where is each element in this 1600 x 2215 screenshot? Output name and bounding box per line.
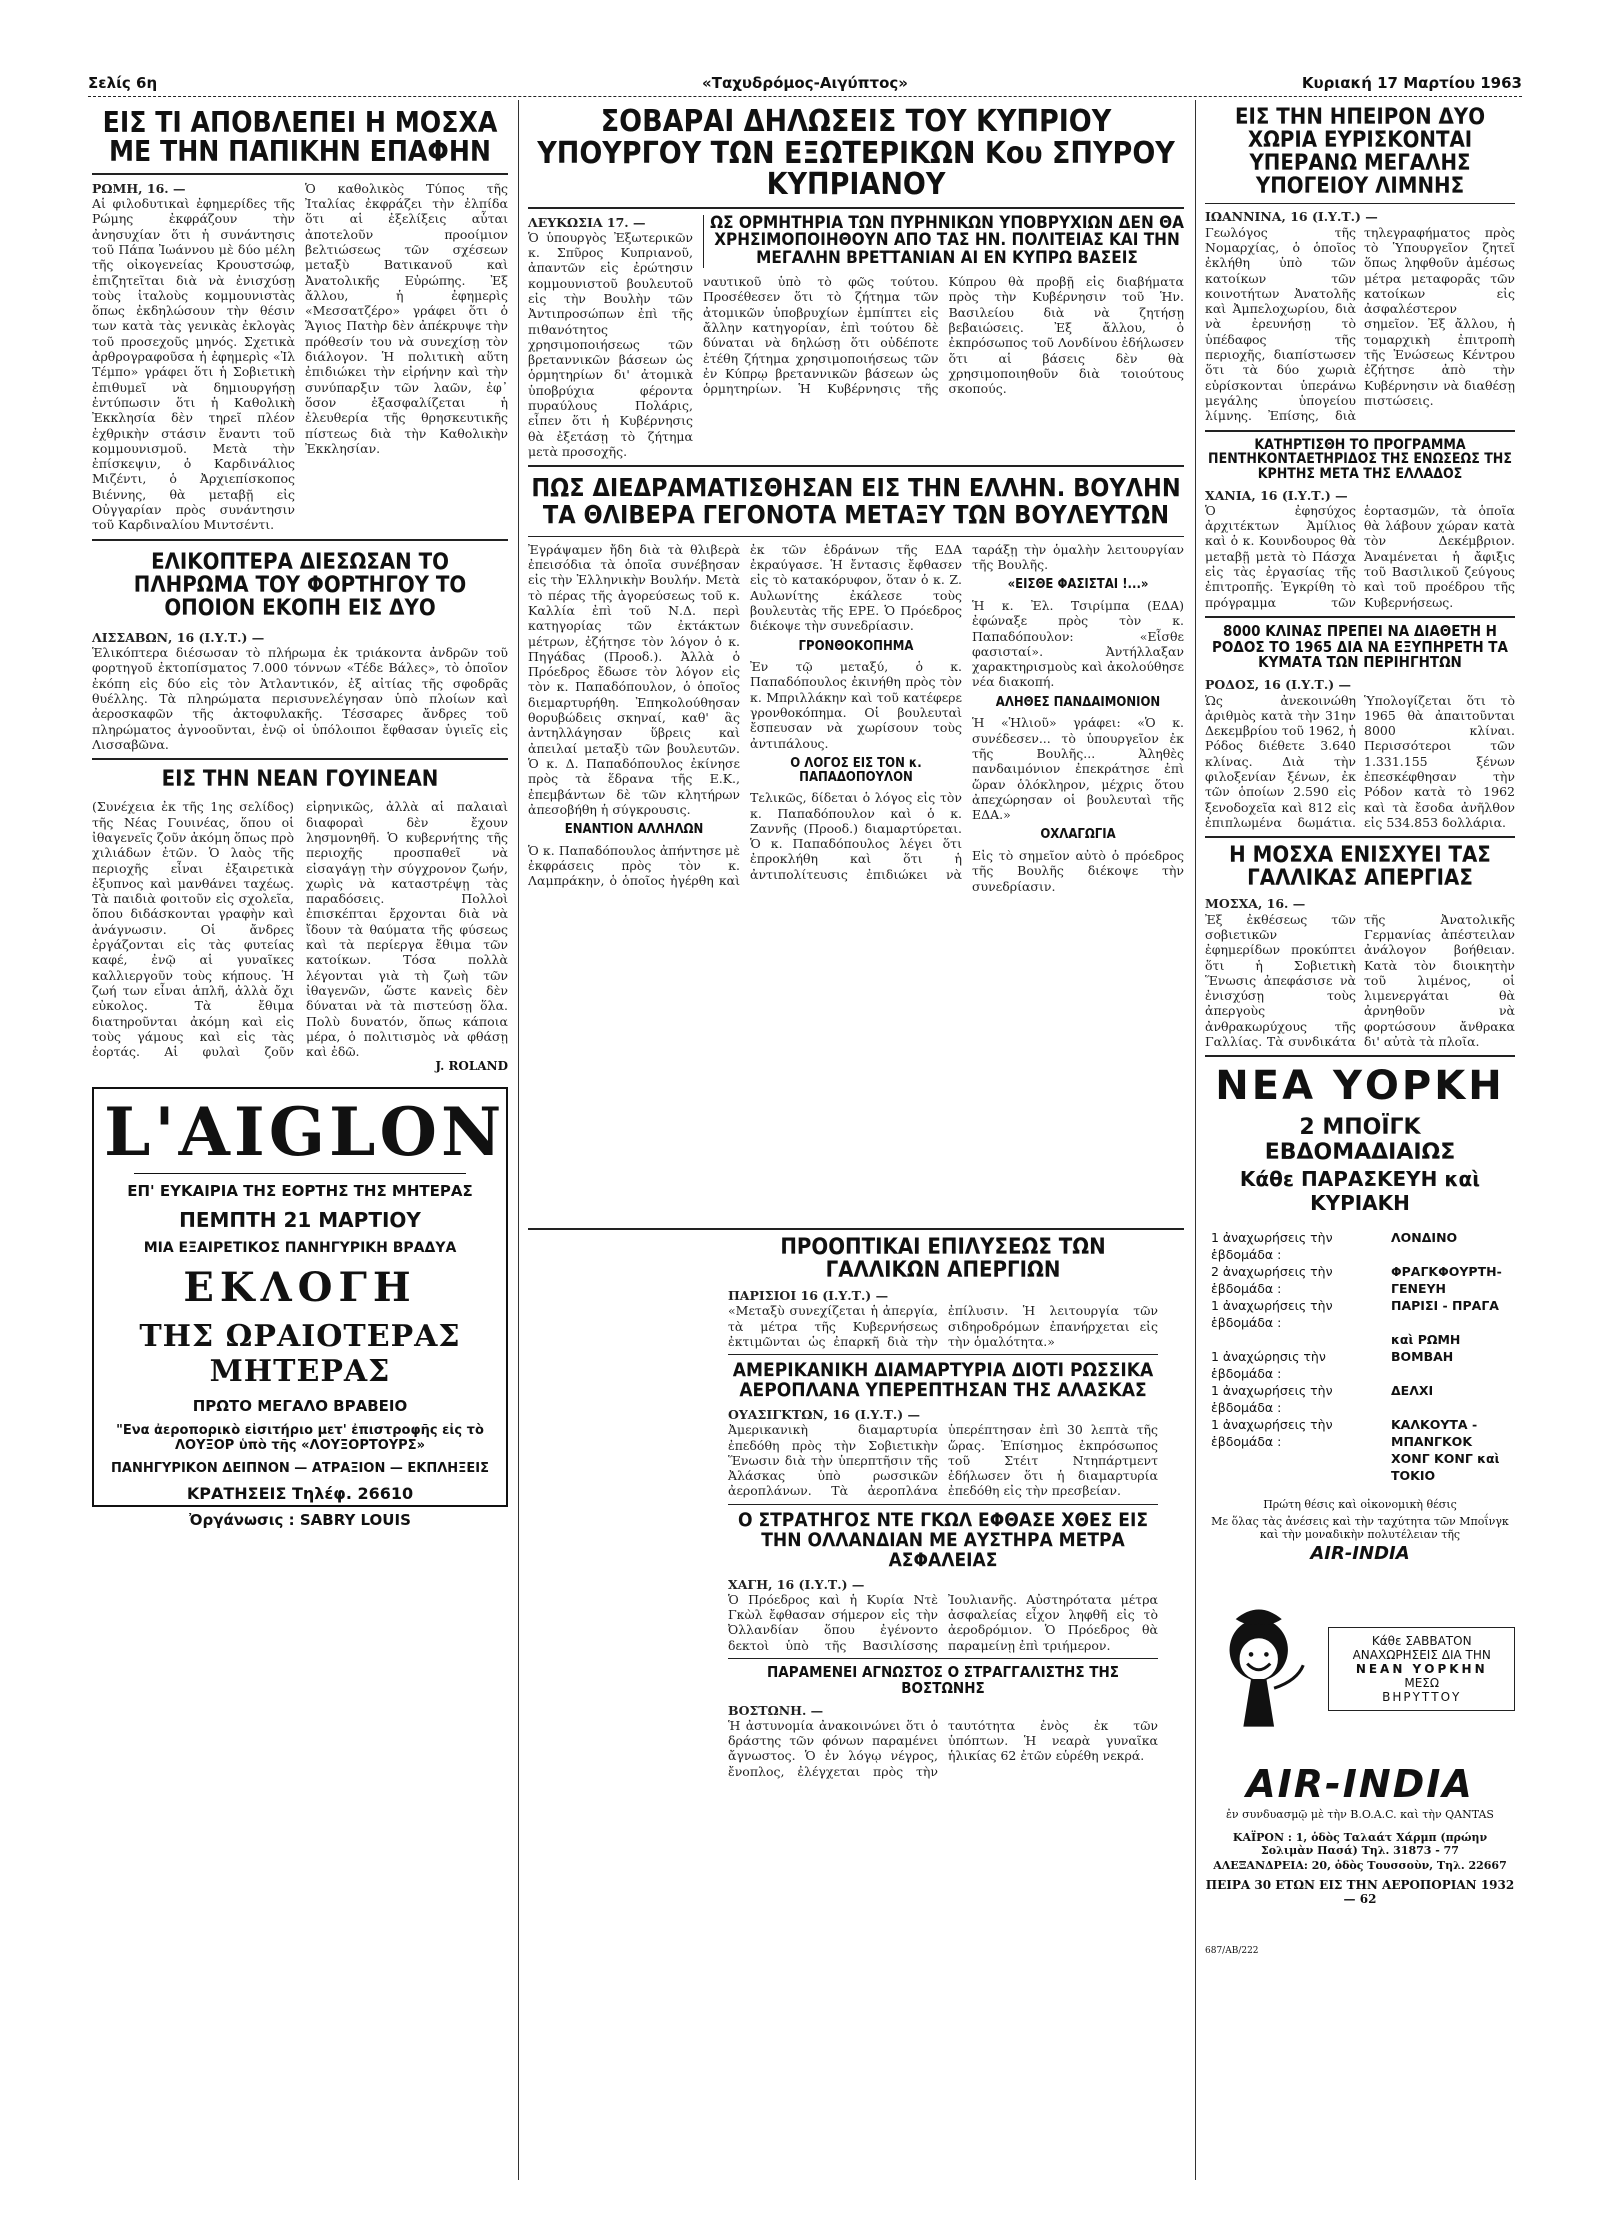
divider (92, 758, 508, 760)
article-body: ναυτικοῦ ὑπὸ τὸ φῶς τούτου. Προσέθεσεν ὅτι τὸ ζήτημα τῶν ἀτομικῶν ὑποβρυχίων ἐμπίπτει εἰς ἄλλην κατηγορίαν, ἐπὶ τούτου δὲ δύναται νὰ δηλώσῃ ὅτι οὐδέποτε ἐτέθη ζήτημα χρησιμοποιήσεως τῶν ἐν Κύπρῳ βρεταννικῶν βάσεων ὡς ὁρμητηρίων. Ἡ Κυβέρνησις τῆς Κύπρου θὰ προβῇ εἰς διαβήματα πρὸς τὴν Κυβέρνησιν τοῦ Ἡν. Βασιλείου διὰ νὰ ζητήσῃ βεβαιώσεις. Ἐξ ἄλλου, ὁ ἐκπρόσωπος τοῦ Λονδίνου ἐδήλωσεν ὅτι αἱ βάσεις δὲν θὰ χρησιμοποιηθοῦν διὰ τοιούτους σκοπούς. (703, 274, 1184, 397)
article-body: Ἡ κ. Ἐλ. Τσιρίμπα (ΕΔΑ) ἐφώναξε πρὸς τὸν κ. Παπαδόπουλον: «Εἶσθε φασισταί». Ἀντήλλαξαν χαρακτηρισμοὺς καὶ ἀκολούθησε νέα διακοπή. (972, 597, 1184, 690)
dateline: ΧΑΝΙΑ, 16 (Ι.Υ.Τ.) — (1205, 487, 1348, 503)
ad-code: 687/AB/222 (1205, 1946, 1259, 1957)
subheadline: ΑΛΗΘΕΣ ΠΑΝΔΑΙΜΟΝΙΟΝ (995, 694, 1161, 710)
ad-line: ΤΗΣ ΩΡΑΙΟΤΕΡΑΣ ΜΗΤΕΡΑΣ (139, 1319, 461, 1390)
headline-rhodes: 8000 ΚΛΙΝΑΣ ΠΡΕΠΕΙ ΝΑ ΔΙΑΘΕΤΗ Η ΡΟΔΟΣ ΤΟ 1965 ΔΙΑ ΝΑ ΕΞΥΠΗΡΕΤΗ ΤΑ ΚΥΜΑΤΑ ΤΩΝ ΠΕΡΙΗΓΗΤΩΝ (1212, 621, 1508, 672)
ad-note: Με ὅλας τὰς ἀνέσεις καὶ τὴν ταχύτητα τῶν Μποΐνγκ καὶ τὴν μοναδικὴν πολυτέλειαν τῆς (1211, 1515, 1509, 1542)
article-body: Γεωλόγος τῆς Νομαρχίας, ὁ ὁποῖος ἐκλήθη ὑπὸ τῶν κατοίκων τῶν κοινοτήτων Ἀνατολῆς καὶ Ἀμπελοχωρίου, διὰ νὰ ἐρευνήσῃ τὸ ὑπέδαφος τῆς περιοχῆς, διαπίστωσεν ὅτι τὰ δύο χωριὰ εὑρίσκονται ὑπεράνω μεγάλης ὑπογείου λίμνης. Ἐπίσης, διὰ τηλεγραφήματος πρὸς τὸ Ὑπουργεῖον ζητεῖ ὅπως ληφθοῦν ἀμέσως μέτρα μεταφορᾶς τῶν κατοίκων εἰς ἀσφαλέστερον σημεῖον. Ἐξ ἄλλου, ἡ τομαρχικὴ ἐπιτροπὴ τῆς Ἑνώσεως Κέντρου ἐζήτησε ἀπὸ τὴν Κυβέρνησιν νὰ διαθέσῃ πιστώσεις. (1205, 224, 1515, 424)
article-body: Αἱ φιλοδυτικαὶ ἐφημερίδες τῆς Ρώμης ἐκφράζουν τὴν ἀνησυχίαν ὅτι ἡ συνάντησις τοῦ Πάπα Ἰωάννου μὲ δύο μέλη τῆς οἰκογενείας Κρουστσώφ, ἐπιζητεῖται διὰ νὰ ἐνισχύσῃ τοὺς ἰταλοὺς κομμουνιστὰς ὅπως ἐκδηλώσουν τὴν θέσιν των κατὰ τὰς γενικὰς ἐκλογὰς τοῦ προσεχοῦς μηνός. Σχετικὰ ἀρθρογραφοῦσα ἡ ἐφημερὶς «Ἰλ Τέμπο» γράφει ὅτι ἡ Σοβιετικὴ ἐπιθυμεῖ νὰ δημιουργήσῃ ἐντύπωσιν ὅτι ἡ Καθολικὴ Ἐκκλησία δὲν τηρεῖ πλέον ἐχθρικὴν στάσιν ἔναντι τοῦ κομμουνισμοῦ. Μετὰ τὴν ἐπίσκεψιν, ὁ Καρδινάλιος Μιζέντι, ὁ Ἀρχιεπίσκοπος Βιέννης, θὰ μεταβῇ εἰς Οὐγγαρίαν πρὸς συνάντησιν τοῦ Καρδιναλίου Μιντσέντι. (92, 196, 295, 533)
ad-tagline: ΠΕΙΡΑ 30 ΕΤΩΝ ΕΙΣ ΤΗΝ ΑΕΡΟΠΟΡΙΑΝ 1932 — 62 (1205, 1878, 1515, 1907)
schedule-row (1205, 1263, 1515, 1297)
schedule-destination: ΠΑΡΙΣΙ - ΠΡΑΓΑ (1391, 1298, 1499, 1314)
box-line: ΒΗΡΥΤΤΟΥ (1382, 1690, 1462, 1705)
headline-moscow-strikes: Η ΜΟΣΧΑ ΕΝΙΣΧΥΕΙ ΤΑΣ ΓΑΛΛΙΚΑΣ ΑΠΕΡΓΙΑΣ (1229, 843, 1491, 892)
divider (528, 465, 1184, 467)
subheadline: ΓΡΟΝΘΟΚΟΠΗΜΑ (798, 638, 914, 654)
ad-line: ΠΕΜΠΤΗ 21 ΜΑΡΤΙΟΥ (179, 1208, 421, 1233)
article-body: Ὁ κ. Παπαδόπουλος ἀπήντησε μὲ ἐκφράσεις πρὸς τὸν κ. Λαμπράκην, ὁ ὁποῖος ἠγέρθη καὶ ἐκ τῶν ἑδράνων τῆς ΕΔΑ ἐκραύγασε. Ἡ ἔντασις ἔφθασεν εἰς τὸ κατακόρυφον, ὅταν ὁ κ. Ζ. Αυλωνίτης ἐκάλεσε τοὺς βουλευτὰς τῆς ΕΡΕ. Ὁ Πρόεδρος διέκοψε τὴν συνεδρίασιν. (528, 541, 962, 889)
article-body: Ὁ Πρόεδρος καὶ ἡ Κυρία Ντὲ Γκὼλ ἔφθασαν σήμερον εἰς τὴν Ὀλλανδίαν ὅπου ἐγένοντο δεκτοὶ ὑπὸ τῆς Βασιλίσσης Ἰουλιανῆς. Αὐστηρότατα μέτρα ἀσφαλείας εἶχον ληφθῆ εἰς τὸ ἀεροδρόμιον. Ὁ Πρόεδρος θὰ παραμείνῃ ἐπὶ τριήμερον. (728, 1591, 1158, 1653)
schedule-destination: ΦΡΑΓΚΦΟΥΡΤΗ-ΓΕΝΕΥΗ (1391, 1264, 1502, 1297)
schedule-row (1205, 1416, 1515, 1450)
article-body: Εἰς τὸ σημεῖον αὐτὸ ὁ πρόεδρος τῆς Βουλῆς διέκοψε τὴν συνεδρίασιν. (972, 848, 1184, 894)
ad-note: Πρώτη θέσις καὶ οἰκονομικὴ θέσις (1263, 1498, 1457, 1512)
schedule-frequency (1205, 1331, 1391, 1348)
ad-address: ΑΛΕΞΑΝΔΡΕΙΑ: 20, ὁδὸς Τουσσοὺν, Τηλ. 22667 (1213, 1859, 1507, 1873)
divider (92, 539, 508, 541)
ad-line: "Ενα ἀεροπορικὸ εἰσιτήριο μετ' ἐπιστροφῆς εἰς τὸ ΛΟΥΞΟΡ ὑπὸ τῆς «ΛΟΥΞΟΡΤΟΥΡΣ» (116, 1423, 484, 1454)
box-line: Κάθε ΣΑΒΒΑΤΟΝ (1371, 1634, 1472, 1649)
divider (528, 1228, 1184, 1230)
schedule-frequency: 1 ἀναχωρήσεις τὴν ἑβδομάδα : (1211, 1383, 1333, 1416)
dateline: ΡΩΜΗ, 16. — (92, 180, 186, 196)
article-body: Ὁ ὑπουργὸς Ἐξωτερικῶν κ. Σπῦρος Κυπριανοῦ, ἀπαντῶν εἰς ἐρώτησιν κομμουνιστοῦ βουλευτοῦ εἰς τὴν Βουλὴν τῶν Ἀντιπροσώπων ἐπὶ τῆς πιθανότητος χρησιμοποιήσεως τῶν βρεταννικῶν βάσεων ὡς ὁρμητηρίων δι' ἀτομικὰ ὑποβρύχια φέροντα πυραύλους Πολάρις, εἶπεν ὅτι ἡ Κυβέρνησις θὰ ἐξετάσῃ τὸ ζήτημα μετὰ προσοχῆς. (528, 229, 693, 459)
subheadline: ΟΧΛΑΓΩΓΙΑ (1040, 827, 1116, 843)
article-body: (Συνέχεια ἐκ τῆς 1ης σελίδος) τῆς Νέας Γουινέας, ὅπου οἱ ἰθαγενεῖς ζοῦν ἀκόμη ὅπως πρὸ χιλιάδων ἐτῶν. Ὁ λαὸς τῆς περιοχῆς εἶναι ἐξαιρετικὰ ἐξυπνος καὶ μανθάνει ταχέως. Τὰ παιδιὰ φοιτοῦν εἰς σχολεῖα, ὅπου διδάσκονται γραφὴν καὶ ἀνάγνωσιν. Οἱ ἄνδρες ἐργάζονται εἰς τὰς φυτείας καφέ, ἐνῷ αἱ γυναῖκες καλλιεργοῦν τοὺς κήπους. Ἡ ζωή των εἶναι ἁπλῆ, ἀλλὰ ὄχι εὐκολος. Τὰ ἔθιμα διατηροῦνται ἀκόμη καὶ εἰς τοὺς γάμους καὶ εἰς τὰς ἑορτάς. Αἱ φυλαὶ ζοῦν εἰρηνικῶς, ἀλλὰ αἱ παλαιαὶ διαφοραὶ δὲν ἔχουν λησμονηθῆ. Ὁ κυβερνήτης τῆς περιοχῆς προσπαθεῖ νὰ εἰσαγάγῃ τὴν σύγχρονον ζωήν, χωρὶς νὰ καταστρέψῃ τὰς παραδόσεις. Πολλοὶ ἐπισκέπται ἔρχονται διὰ νὰ ἴδουν τὰ θαύματα τῆς φύσεως καὶ τὰ περίεργα ἔθιμα τῶν κατοίκων. Τόσα πολλὰ λέγονται γιὰ τὴ ζωὴ τῶν ἰθαγενῶν, ὥστε κανεὶς δὲν δύναται νὰ τὰ πιστεύσῃ ὅλα. Πολὺ δυνατόν, ὅπως κάποια μέρα, ὁ πολιτισμὸς νὰ φθάσῃ καὶ ἐδῶ. (92, 799, 508, 1060)
aiglon-advertisement (92, 1087, 508, 1530)
aiglon-logo: L'AIGLON (104, 1093, 506, 1172)
headline-alaska: ΑΜΕΡΙΚΑΝΙΚΗ ΔΙΑΜΑΡΤΥΡΙΑ ΔΙΟΤΙ ΡΩΣΣΙΚΑ ΑΕΡΟΠΛΑΝΑ ΥΠΕΡΕΠΤΗΣΑΝ ΤΗΣ ΑΛΑΣΚΑΣ (732, 1359, 1154, 1402)
schedule-frequency: 1 ἀναχωρήσεις τὴν ἑβδομάδα : (1211, 1298, 1333, 1331)
ad-line: ΠΑΝΗΓΥΡΙΚΟΝ ΔΕΙΠΝΟΝ — ΑΤΡΑΞΙΟΝ — ΕΚΠΛΗΞΕΙΣ (111, 1461, 489, 1477)
article-body: Ἀμερικανικὴ διαμαρτυρία ἐπεδόθη πρὸς τὴν Σοβιετικὴν Ἕνωσιν διὰ τὴν ὑπερπτῆσιν τῆς Ἀλάσκας ὑπὸ ρωσσικῶν ἀεροπλάνων. Τὰ ἀεροπλάνα ὑπερέπτησαν ἐπὶ 30 λεπτὰ τῆς ὥρας. Ἐπίσημος ἐκπρόσωπος τοῦ Στέιτ Ντηπάρτμεντ ἐδήλωσεν ὅτι ἡ διαμαρτυρία ἐπεδόθη εἰς τὴν πρεσβείαν. (728, 1422, 1158, 1499)
headline-moscow-papal: ΕΙΣ ΤΙ ΑΠΟΒΛΕΠΕΙ Η ΜΟΣΧΑ ΜΕ ΤΗΝ ΠΑΠΙΚΗΝ ΕΠΑΦΗΝ (102, 106, 498, 169)
air-india-logo: AIR-INDIA (1246, 1762, 1474, 1807)
subheadline: Ο ΛΟΓΟΣ ΕΙΣ ΤΟΝ κ. ΠΑΠΑΔΟΠΟΥΛΟΝ (790, 755, 922, 785)
schedule-row (1205, 1450, 1515, 1484)
article-body: Ἐν τῷ μεταξύ, ὁ κ. Παπαδόπουλος ἐκινήθη πρὸς τὸν κ. Μπριλλάκην καὶ τοῦ κατέφερε γρονθοκόπημα. Οἱ βουλευταὶ ἔσπευσαν νὰ χωρίσουν τοὺς ἀντιπάλους. (750, 659, 962, 751)
ad-note: ἐν συνδυασμῷ μὲ τὴν B.O.A.C. καὶ τὴν QANTAS (1226, 1808, 1494, 1822)
headline-greek-parliament: ΠΩΣ ΔΙΕΔΡΑΜΑΤΙΣΘΗΣΑΝ ΕΙΣ ΤΗΝ ΕΛΛΗΝ. ΒΟΥΛΗΝ ΤΑ ΘΛΙΒΕΡΑ ΓΕΓΟΝΟΤΑ ΜΕΤΑΞΥ ΤΩΝ ΒΟΥΛΕΥΤΩΝ (531, 473, 1181, 529)
ad-line: ΠΡΩΤΟ ΜΕΓΑΛΟ ΒΡΑΒΕΙΟ (192, 1397, 408, 1416)
subheadline: ΕΝΑΝΤΙΟΝ ΑΛΛΗΛΩΝ (564, 822, 704, 838)
ad-line: ΜΙΑ ΕΞΑΙΡΕΤΙΚΟΣ ΠΑΝΗΓΥΡΙΚΗ ΒΡΑΔΥΑ (143, 1240, 457, 1257)
article-body: Ἑλικόπτερα διέσωσαν τὸ πλήρωμα ἐκ τριάκοντα ἀνδρῶν τοῦ φορτηγοῦ ἐκτοπίσματος 7.000 τόννων «Τέδε Βάλες», τὸ ὁποῖον ἐκόπη εἰς δύο εἰς τὸν Ἀτλαντικόν, ἐξ αἰτίας τῆς σφοδρᾶς θυέλλης. Τὰ πληρώματα περισυνελέγησαν ὑπὸ πλοίων καὶ ἀεροσκαφῶν τῆς ἀκτοφυλακῆς. Τέσσαρες ἄνδρες τοῦ πληρώματος ἀγνοοῦνται, ἐνῷ οἱ ὑπόλοιποι ἔφθασαν ὑγιεῖς εἰς Λισσαβῶνα. (92, 645, 508, 752)
maharajah-mascot-icon (1205, 1584, 1312, 1754)
center-column (528, 100, 1184, 1779)
dateline: ΙΩΑΝΝΙΝΑ, 16 (Ι.Υ.Τ.) — (1205, 209, 1378, 225)
divider (528, 207, 1184, 209)
subheadline: «ΕΙΣΘΕ ΦΑΣΙΣΤΑΙ !...» (1007, 577, 1149, 593)
article-body: Ἡ ἀστυνομία ἀνακοινώνει ὅτι ὁ δράστης τῶν φόνων παραμένει ἄγνωστος. Ὁ ἐν λόγῳ νέγρος, ἔνοπλος, ἐλέγχεται πρὸς τὴν ταυτότητα ἐνὸς ἐκ τῶν ὑπόπτων. Ἡ νεαρὰ γυναῖκα ἡλικίας 62 ἐτῶν εὑρέθη νεκρά. (728, 1717, 1158, 1779)
article-body: Ἐγράψαμεν ἤδη διὰ τὰ θλιβερὰ ἐπεισόδια τὰ ὁποῖα συνέβησαν εἰς τὴν Ἑλληνικὴν Βουλήν. Μετὰ τὸ πέρας τῆς ἀγορεύσεως τοῦ κ. Καλλία ἐπὶ τοῦ Ν.Δ. περὶ κατηγορίας τῶν ἐκτάκτων μέτρων, ἐζήτησε τὸν λόγον ὁ κ. Πηγάδας (Προοδ.). Ἀλλὰ ὁ Πρόεδρος ἔδωσε τὸν λόγον εἰς τὸν κ. Παπαδόπουλον, ὁ ὁποῖος διεμαρτυρήθη. Ἐπηκολούθησαν θορυβώδεις σκηναί, καθ' ἃς ἀντηλλάγησαν ὕβρεις καὶ ἀπειλαί μεταξὺ τῶν βουλευτῶν. Ὁ κ. Δ. Παπαδόπουλος ἐκίνησε πρὸς τὰ ἕδρανα τῆς Ε.Κ., ἐπεμβάντων δὲ τῶν κλητήρων ἀπεσοβήθη ἡ σύγκρουσις. (528, 541, 740, 817)
schedule-row (1205, 1229, 1515, 1263)
headline-helicopters: ΕΛΙΚΟΠΤΕΡΑ ΔΙΕΣΩΣΑΝ ΤΟ ΠΛΗΡΩΜΑ ΤΟΥ ΦΟΡΤΗΓΟΥ ΤΟ ΟΠΟΙΟΝ ΕΚΟΠΗ ΕΙΣ ΔΥΟ (133, 549, 467, 621)
headline-epirus: ΕΙΣ ΤΗΝ ΗΠΕΙΡΟΝ ΔΥΟ ΧΩΡΙΑ ΕΥΡΙΣΚΟΝΤΑΙ ΥΠΕΡΑΝΩ ΜΕΓΑΛΗΣ ΥΠΟΓΕΙΟΥ ΛΙΜΝΗΣ (1234, 105, 1486, 200)
ad-title: ΝΕΑ ΥΟΡΚΗ (1215, 1063, 1505, 1110)
headline-crete: ΚΑΤΗΡΤΙΣΘΗ ΤΟ ΠΡΟΓΡΑΜΜΑ ΠΕΝΤΗΚΟΝΤΑΕΤΗΡΙΔΟΣ ΤΗΣ ΕΝΩΣΕΩΣ ΤΗΣ ΚΡΗΤΗΣ ΜΕΤΑ ΤΗΣ ΕΛΛΑΔΟΣ (1208, 436, 1512, 482)
dateline: ΡΟΔΟΣ, 16 (Ι.Υ.Τ.) — (1205, 677, 1351, 693)
column-rule (1195, 100, 1196, 2180)
article-body: Ἐξ ἐκθέσεως τῶν σοβιετικῶν ἐφημερίδων προκύπτει ὅτι ἡ Σοβιετικὴ Ἕνωσις ἀπεφάσισε νὰ ἐνισχύσῃ τοὺς ἀπεργοὺς ἀνθρακωρύχους τῆς Γαλλίας. Τὰ συνδικάτα τῆς Ἀνατολικῆς Γερμανίας ἀπέστειλαν ἀνάλογον βοήθειαν. Κατὰ τὸν διοικητὴν τοῦ λιμένος, οἱ λιμενεργάται θὰ ἀρνηθοῦν νὰ φορτώσουν ἄνθρακα δι' αὐτὰ τὰ πλοῖα. (1205, 911, 1515, 1050)
subheadline-submarines: ΩΣ ΟΡΜΗΤΗΡΙΑ ΤΩΝ ΠΥΡΗΝΙΚΩΝ ΥΠΟΒΡΥΧΙΩΝ ΔΕΝ ΘΑ ΧΡΗΣΙΜΟΠΟΙΗΘΟΥΝ ΑΠΟ ΤΑΣ ΗΝ. ΠΟΛΙΤΕΙΑΣ ΚΑΙ ΤΗΝ ΜΕΓΑΛΗΝ ΒΡΕΤΤΑΝΙΑΝ ΑΙ ΕΝ ΚΥΠΡΩ ΒΑΣΕΙΣ (703, 215, 1184, 269)
divider (528, 536, 1184, 537)
schedule-frequency: 1 ἀναχωρήσεις τὴν ἑβδομάδα : (1211, 1230, 1333, 1263)
schedule-frequency: 1 ἀναχώρησις τὴν ἑβδομάδα : (1211, 1349, 1326, 1382)
author-signature: J. ROLAND (435, 1059, 508, 1074)
article-body: Ὁ καθολικὸς Τύπος τῆς Ἰταλίας ἐκφράζει τὴν ἐλπίδα ὅτι αἱ ἐξελίξεις αὗται ἀποτελοῦν προοίμιον βελτιώσεως τῶν σχέσεων μεταξὺ Βατικανοῦ καὶ Ἀνατολικῆς Εὐρώπης. Ἐξ ἄλλου, ἡ ἐφημερὶς «Μεσσατζέρο» γράφει ὅτι ὁ Ἅγιος Πατὴρ δὲν ἀπέκρυψε τὴν πρόθεσίν του νὰ συνεχίσῃ τὸν διάλογον. Ἡ πολιτικὴ αὕτη ἐπιδιώκει τὴν εἰρήνην καὶ τὴν συνύπαρξιν τῶν λαῶν, ἐφ᾽ ὅσον ἐξασφαλίζεται ἡ ἐλευθερία τῆς θρησκευτικῆς πίστεως διὰ τὴν Καθολικὴν Ἐκκλησίαν. (305, 180, 508, 456)
dateline: ΒΟΣΤΩΝΗ. — (728, 1702, 824, 1718)
ad-line: Ὀργάνωσις : SABRY LOUIS (189, 1511, 411, 1530)
dateline: ΟΥΑΣΙΓΚΤΩΝ, 16 (Ι.Υ.Τ.) — (728, 1407, 921, 1422)
dateline: ΛΕΥΚΩΣΙΑ 17. — (528, 214, 646, 230)
dateline: ΧΑΓΗ, 16 (Ι.Υ.Τ.) — (728, 1576, 865, 1592)
schedule-row (1205, 1382, 1515, 1416)
schedule-frequency (1205, 1450, 1391, 1484)
column-rule (518, 100, 519, 2180)
headline-french-strikes: ΠΡΟΟΠΤΙΚΑΙ ΕΠΙΛΥΣΕΩΣ ΤΩΝ ΓΑΛΛΙΚΩΝ ΑΠΕΡΓΙΩΝ (780, 1234, 1106, 1283)
flight-schedule (1205, 1229, 1515, 1484)
article-body: Ὁ ἐφησύχος ἀρχιτέκτων Ἀμίλιος καὶ ὁ κ. Κουνδουρος θὰ μεταβῇ μετὰ τὸ Πάσχα εἰς τὰς ἐργασίας τῆς ἐπιτροπῆς. Ἐγκρίθη τὸ πρόγραμμα τῶν ἑορτασμῶν, τὰ ὁποῖα θὰ λάβουν χώραν κατὰ τὸν Δεκέμβριον. Ἀναμένεται ἡ ἄφιξις τοῦ Βασιλικοῦ ζεύγους καὶ τοῦ προέδρου τῆς Κυβερνήσεως. (1205, 502, 1515, 610)
schedule-destination: ΛΟΝΔΙΝΟ (1391, 1230, 1458, 1246)
newspaper-name: «Ταχυδρόμος-Αιγύπτος» (702, 74, 908, 92)
article-body: Ἡ «Ἡλιοῦ» γράφει: «Ὁ κ. συνέδεσεν... τὸ ὑπουργεῖον ἐκ τῆς Βουλῆς... Ἀληθὲς πανδαιμόνιον ἐπεκράτησε ἐπὶ ὥραν ὁλόκληρον, μέχρις ὅτου ἀπεχώρησαν οἱ βουλευταὶ τῆς ΕΔΑ.» (972, 715, 1184, 823)
air-india-brand: AIR-INDIA (1310, 1543, 1410, 1565)
air-india-advertisement (1205, 1063, 1515, 1956)
box-line: ΝΕΑΝ ΥΟΡΚΗΝ (1355, 1662, 1488, 1677)
headline-new-guinea: ΕΙΣ ΤΗΝ ΝΕΑΝ ΓΟΥΙΝΕΑΝ (161, 767, 439, 793)
headline-cyprus-minister: ΣΟΒΑΡΑΙ ΔΗΛΩΣΕΙΣ ΤΟΥ ΚΥΠΡΙΟΥ ΥΠΟΥΡΓΟΥ ΤΩΝ ΕΞΩΤΕΡΙΚΩΝ Κου ΣΠΥΡΟΥ ΚΥΠΡΙΑΝΟΥ (537, 104, 1175, 202)
dateline: ΜΟΣΧΑ, 16. — (1205, 896, 1306, 912)
schedule-frequency: 1 ἀναχωρήσεις τὴν ἑβδομάδα : (1211, 1417, 1333, 1450)
left-column (92, 100, 508, 1530)
headline-boston: ΠΑΡΑΜΕΝΕΙ ΑΓΝΩΣΤΟΣ Ο ΣΤΡΑΓΓΑΛΙΣΤΗΣ ΤΗΣ ΒΟΣΤΩΝΗΣ (767, 1663, 1119, 1697)
ad-address: ΚΑΪΡΟΝ : 1, ὁδὸς Ταλαάτ Χάρμπ (πρώην Σολιμὰν Πασά) Τηλ. 31873 - 77 (1232, 1831, 1488, 1858)
schedule-row (1205, 1331, 1515, 1348)
dateline: ΛΙΣΣΑΒΩΝ, 16 (Ι.Υ.Τ.) — (92, 629, 265, 645)
page-number: Σελίς 6η (88, 74, 158, 92)
article-body: «Μεταξὺ συνεχίζεται ἡ ἀπεργία, τὰ μέτρα τῆς Κυβερνήσεως ἐκτιμῶνται ὡς ἐπαρκῆ διὰ τὴν ἐπίλυσιν. Ἡ λειτουργία τῶν σιδηροδρόμων ἐπανήρχεται εἰς τὴν ὁμαλότητα.» (728, 1303, 1158, 1349)
schedule-frequency: 2 ἀναχωρήσεις τὴν ἑβδομάδα : (1211, 1264, 1333, 1297)
dateline: ΠΑΡΙΣΙΟΙ 16 (Ι.Υ.Τ.) — (728, 1287, 889, 1303)
issue-date: Κυριακή 17 Μαρτίου 1963 (1301, 74, 1522, 92)
right-column (1205, 100, 1515, 1956)
headline-de-gaulle: Ο ΣΤΡΑΤΗΓΟΣ ΝΤΕ ΓΚΩΛ ΕΦΘΑΣΕ ΧΘΕΣ ΕΙΣ ΤΗΝ ΟΛΛΑΝΔΙΑΝ ΜΕ ΑΥΣΤΗΡΑ ΜΕΤΡΑ ΑΣΦΑΛΕΙΑΣ (737, 1508, 1149, 1571)
ad-line: ΕΠ' ΕΥΚΑΙΡΙΑ ΤΗΣ ΕΟΡΤΗΣ ΤΗΣ ΜΗΤΕΡΑΣ (127, 1182, 473, 1201)
ad-subtitle: Κάθε ΠΑΡΑΣΚΕΥΗ καὶ ΚΥΡΙΑΚΗ (1239, 1167, 1481, 1216)
ad-line: ΕΚΛΟΓΗ (183, 1264, 417, 1312)
article-body: Τελικῶς, δίδεται ὁ λόγος εἰς τὸν κ. Παπαδόπουλον καὶ ὁ κ. Ζαννῆς (Προοδ.) διαμαρτύρεται. Ὁ κ. Παπαδόπουλος λέγει ὅτι ἐπροκλήθη καὶ ὅτι ἡ ἀντιπολίτευσις ἐπιδιώκει νὰ ταράξῃ τὴν ὁμαλὴν λειτουργίαν τῆς Βουλῆς. (750, 541, 1184, 882)
schedule-destination: ΚΑΛΚΟΥΤΑ - ΜΠΑΝΓΚΟΚ (1391, 1417, 1478, 1450)
masthead (88, 74, 1522, 97)
schedule-row (1205, 1297, 1515, 1331)
box-line: ΑΝΑΧΩΡΗΣΕΙΣ ΔΙΑ ΤΗΝ (1352, 1648, 1491, 1663)
divider (92, 173, 508, 175)
schedule-destination: καὶ ΡΩΜΗ (1391, 1332, 1461, 1348)
ad-subtitle: 2 ΜΠΟΪΓΚ ΕΒΔΟΜΑΔΙΑΙΩΣ (1264, 1115, 1456, 1166)
saturday-departures-box (1328, 1627, 1515, 1711)
ad-line: ΚΡΑΤΗΣΕΙΣ Τηλέφ. 26610 (186, 1484, 414, 1504)
schedule-row (1205, 1348, 1515, 1382)
schedule-destination: ΒΟΜΒΑΗ (1391, 1349, 1454, 1365)
schedule-destination: ΧΟΝΓ ΚΟΝΓ καὶ ΤΟΚΙΟ (1391, 1451, 1500, 1484)
box-line: ΜΕΣΩ (1404, 1676, 1440, 1691)
article-body: Ὡς ἀνεκοινώθη ἀριθμὸς κατὰ τὴν 31ην Δεκεμβρίου τοῦ 1962, ἡ Ρόδος διέθετε 3.640 κλίνας. Διὰ τὴν φιλοξενίαν ξένων, ἐκ τῶν ὁποίων 2.590 εἰς ξενοδοχεῖα καὶ 812 εἰς ἐπιπλωμένα δωμάτια. Ὑπολογίζεται ὅτι τὸ 1965 θὰ ἀπαιτοῦνται 8000 κλίναι. Περισσότεροι τῶν 1.331.155 ξένων ἐπεσκέφθησαν τὴν Ρόδον κατὰ τὸ 1962 καὶ τὰ ἔσοδα ἀνῆλθον εἰς 534.853 δολλάρια. (1205, 692, 1515, 830)
schedule-destination: ΔΕΛΧΙ (1391, 1383, 1434, 1399)
